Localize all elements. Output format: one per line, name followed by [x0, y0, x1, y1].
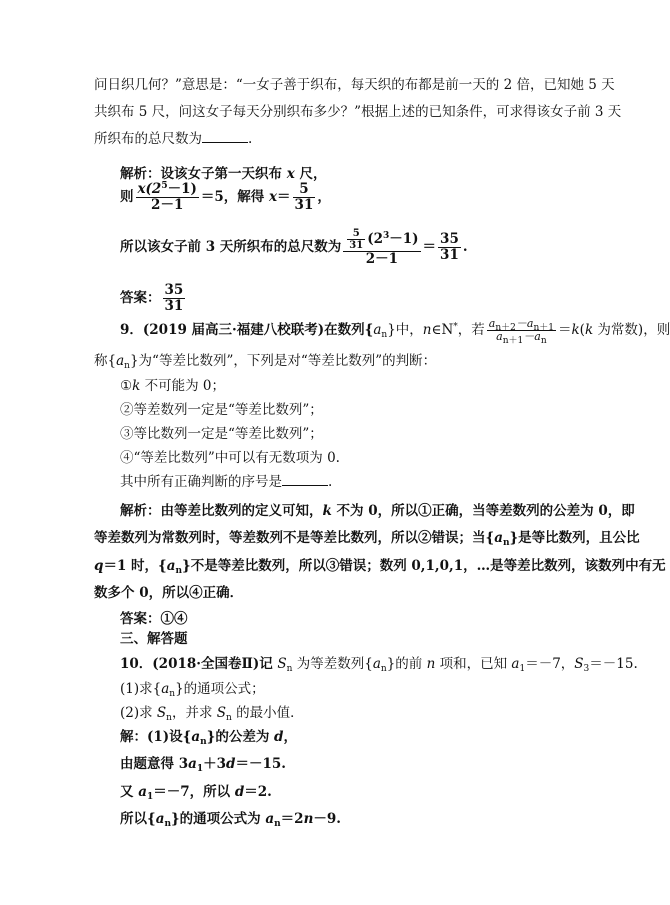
- answer-fraction-35-31: $\frac{35}{31}$: [164, 282, 184, 314]
- solution-10-line-4: 所以$\{a_n\}$的通项公式为 $a_n=2n-9$.: [120, 811, 341, 829]
- answer-line-1: 答案： $\frac{35}{31}$: [120, 282, 184, 314]
- answer-line-2: 答案：①④: [120, 611, 188, 627]
- question-10-line-1: 10．(2018·全国卷Ⅱ)记 $S_n$ 为等差数列$\{a_n\}$的前 n 项和，已知 $a_1=-7$，$S_3=-15$.: [120, 656, 638, 674]
- question-9-line-2: 称$\{a_n\}$为“等差比数列”，下列是对“等差比数列”的判断：: [94, 353, 437, 371]
- option-3: ③等比数列一定是“等差比数列”；: [120, 426, 323, 442]
- solution-10-line-2: 由题意得 $3a_1+3d=-15$.: [120, 756, 286, 774]
- text-line-1: 问日织几何？”意思是：“一女子善于织布，每天织的布都是前一天的 2 倍，已知她 5 天: [94, 77, 615, 93]
- fraction-5-31: $\frac{5}{31}$: [294, 181, 314, 213]
- solution-line-2: 则 $\frac{x(2^5-1)}{2-1}$ ＝5，解得 x＝ $\frac{5}{31}$ ，: [120, 181, 331, 213]
- solution-9-line-3: q＝1 时，$\{a_n\}$不是等差比数列，所以③错误；数列 0,1,0,1，…是等差比数列，该数列中有无: [94, 558, 666, 576]
- text-line-3: 所织布的总尺数为 .: [94, 131, 253, 147]
- fraction-x-sum: $\frac{x(2^5-1)}{2-1}$: [137, 181, 197, 213]
- solution-9-line-4: 数多个 0，所以④正确．: [94, 585, 244, 601]
- solution-line-1: 解析：设该女子第一天织布 x 尺，: [120, 166, 327, 182]
- question-9-prompt: 其中所有正确判断的序号是 .: [120, 474, 333, 490]
- answer-blank: [202, 130, 248, 143]
- solution-9-line-1: 解析：由等差比数列的定义可知，k 不为 0，所以①正确，当等差数列的公差为 0，即: [120, 503, 635, 519]
- option-1: ①k 不可能为 0；: [120, 378, 225, 394]
- fraction-5-31-inner: $\frac{5}{31}$: [349, 228, 364, 251]
- question-10-part-1: (1)求$\{a_n\}$的通项公式；: [120, 681, 265, 699]
- answer-blank-9: [282, 473, 328, 486]
- solution-9-line-2: 等差数列为常数列时，等差数列不是等差比数列，所以②错误；当$\{a_n\}$是等比数列，且公比: [94, 530, 640, 548]
- text-line-2: 共织布 5 尺，问这女子每天分别织布多少？”根据上述的已知条件，可求得该女子前 3 天: [94, 104, 622, 120]
- option-4: ④“等差比数列”中可以有无数项为 0.: [120, 450, 340, 466]
- option-2: ②等差数列一定是“等差比数列”；: [120, 402, 323, 418]
- fraction-difference-ratio: $\frac{a_{n+2}-a_{n+1}}{a_{n+1}-a_n}$: [488, 317, 554, 346]
- fraction-35-31: $\frac{35}{31}$: [440, 231, 459, 263]
- question-9-line-1: 9．(2019 届高三·福建八校联考)在数列$\{a_n\}$中，n∈N*，若 $\frac{a_{n+2}-a_{n+1}}{a_{n+1}-a_n}$ ＝k(k 为常数)，则: [120, 317, 670, 346]
- section-heading: 三、解答题: [120, 631, 188, 647]
- solution-line-3: 所以该女子前 3 天所织布的总尺数为 $\frac{5}{31}$ $(2^3-1)$ 2－1 ＝ $\frac{35}{31}$ .: [120, 228, 468, 267]
- solution-10-line-1: 解：(1)设$\{a_n\}$的公差为 d，: [120, 729, 297, 747]
- fraction-3-day-total: $\frac{5}{31}$ $(2^3-1)$ 2－1: [343, 228, 420, 267]
- question-10-part-2: (2)求 $S_n$，并求 $S_n$ 的最小值．: [120, 705, 304, 723]
- solution-10-line-3: 又 $a_1=-7$，所以 d＝2.: [120, 784, 272, 802]
